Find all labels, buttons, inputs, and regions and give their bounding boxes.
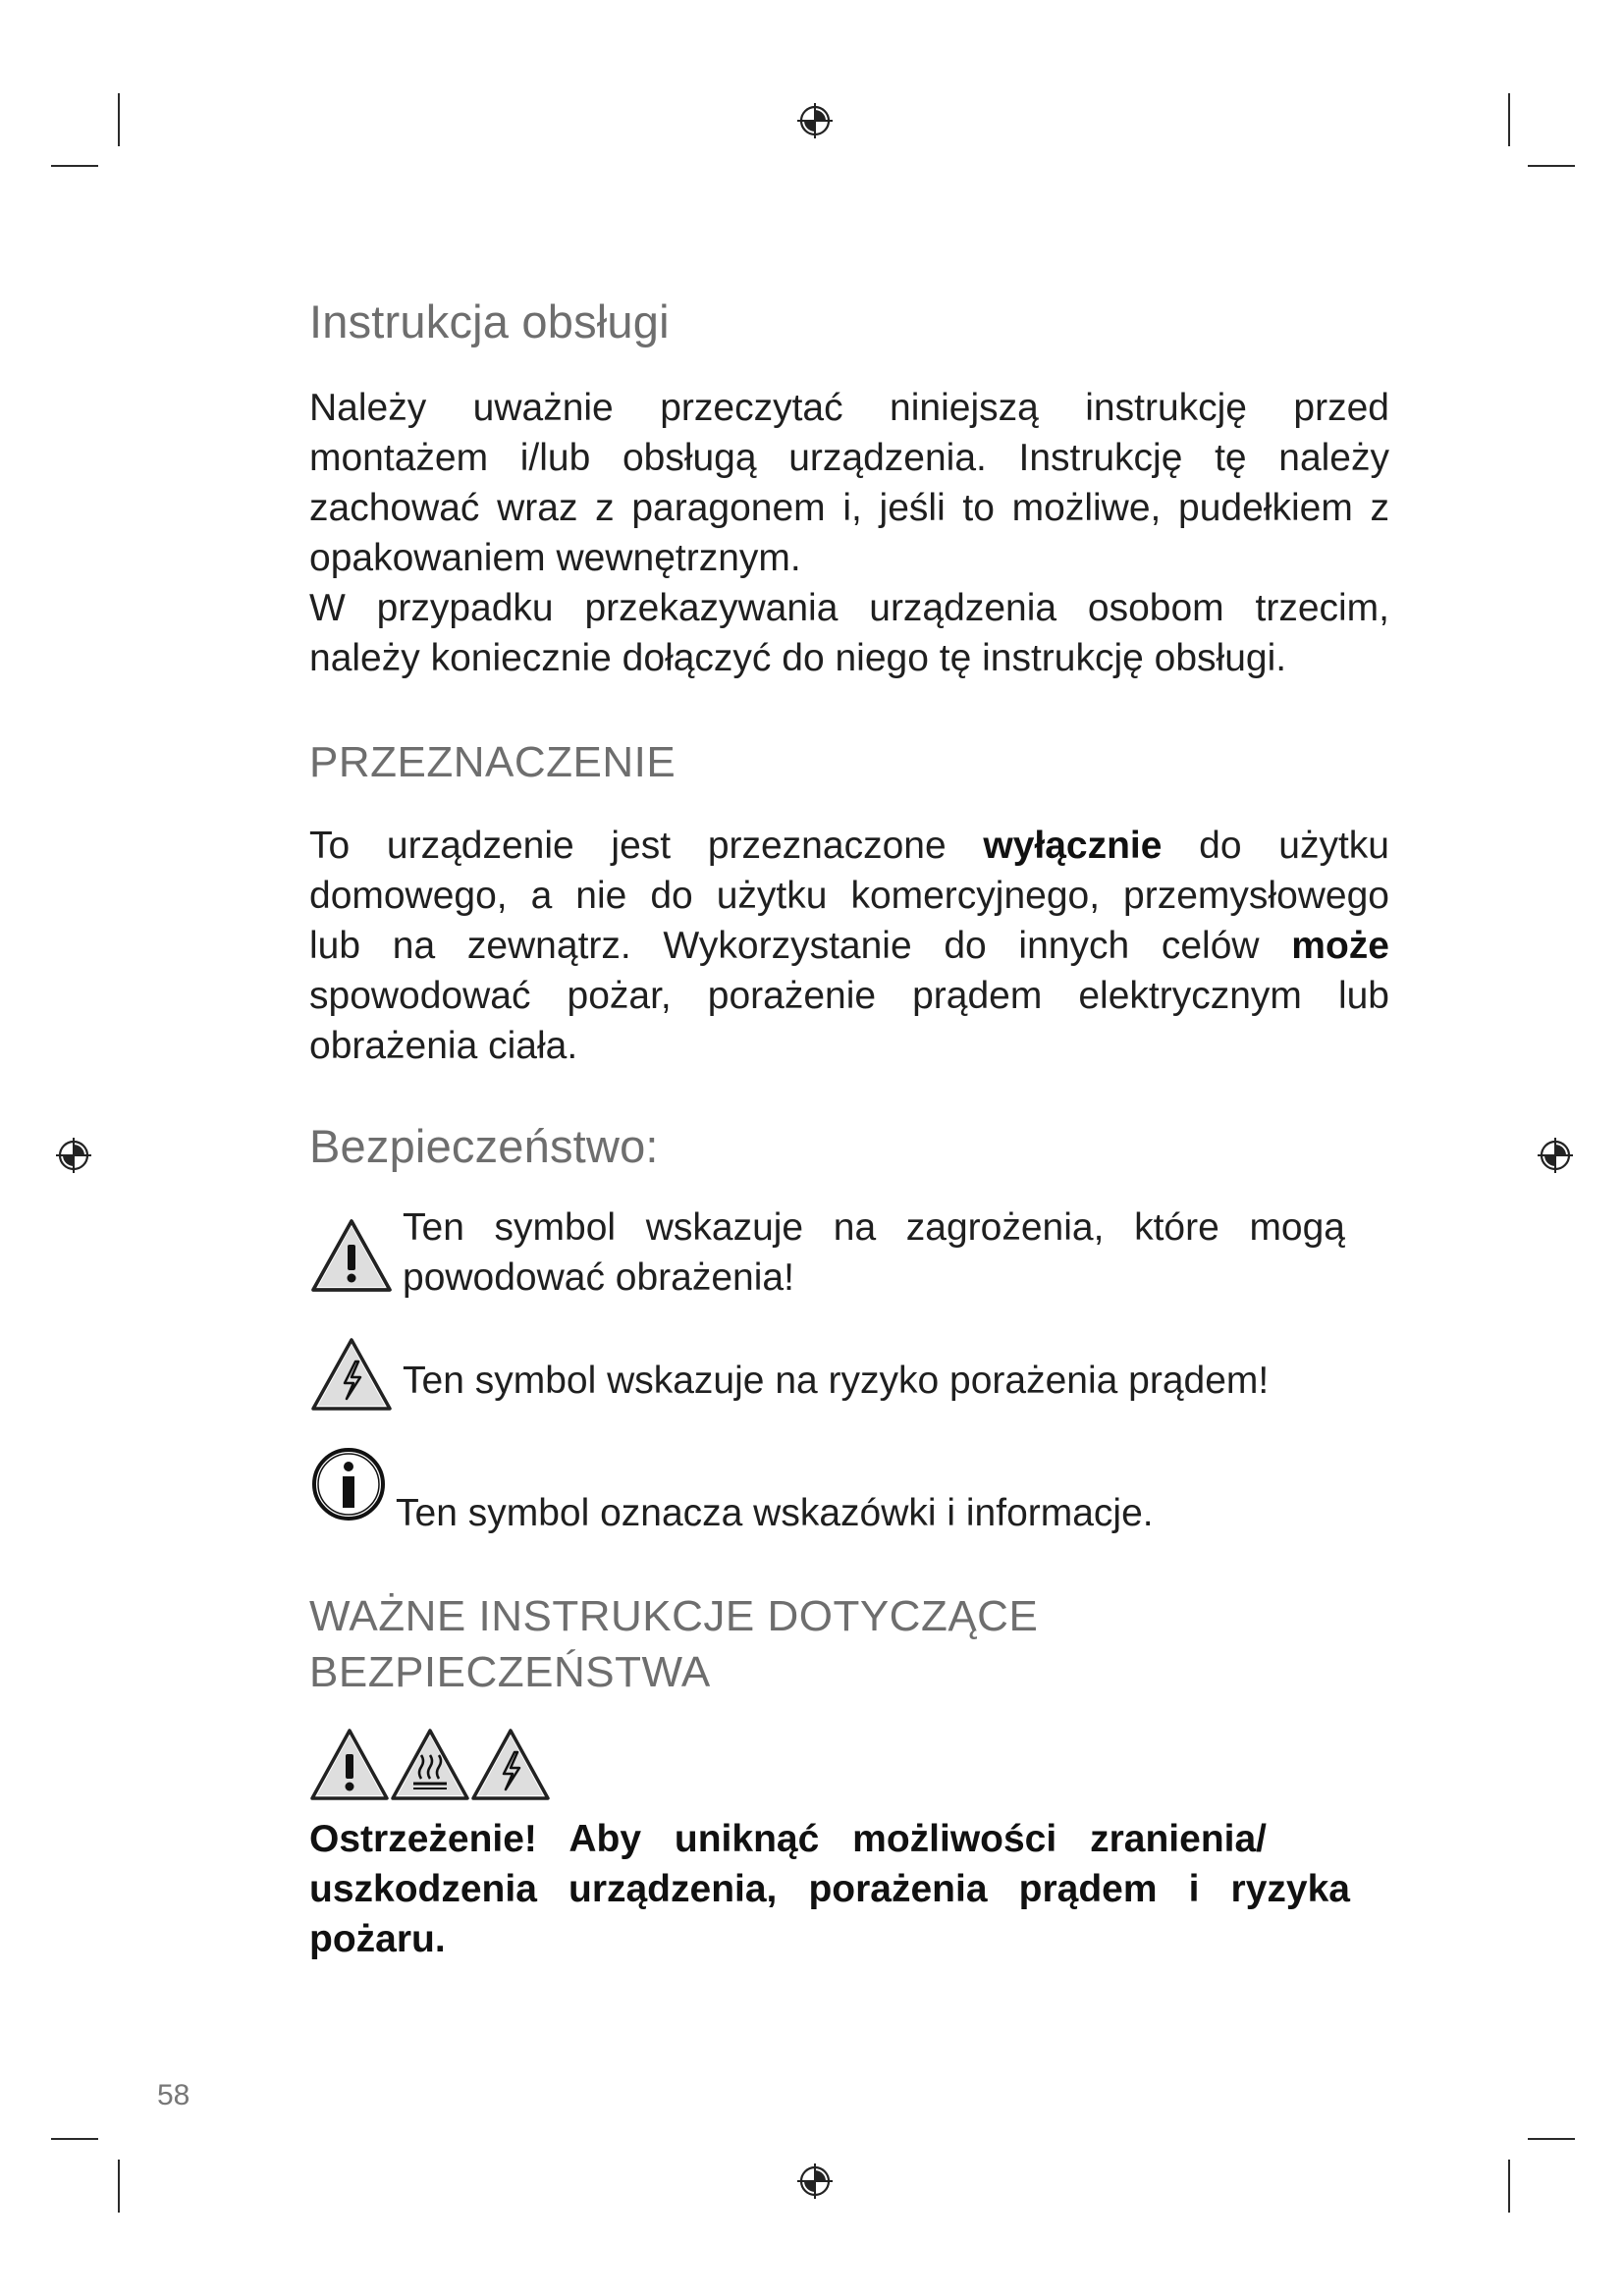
purpose-text: do użytku xyxy=(1199,825,1389,867)
symbol-row-warning xyxy=(309,1202,1389,1310)
symbol-text xyxy=(403,1202,1345,1303)
crop-mark xyxy=(51,165,98,167)
purpose-line: obrażenia ciała. xyxy=(309,1025,578,1067)
purpose-line: spowodować pożar, porażenie prądem elektrycznym lub xyxy=(309,975,1389,1017)
intro-line: zachować wraz z paragonem i, jeśli to możliwe, pudełkiem z xyxy=(309,487,1389,529)
intro-title: Instrukcja obsługi xyxy=(309,295,670,347)
purpose-paragraph xyxy=(309,821,1389,1071)
safety-title: Bezpieczeństwo: xyxy=(309,1120,659,1172)
intro-line: opakowaniem wewnętrznym. xyxy=(309,537,801,579)
purpose-text: To urządzenie jest przeznaczone xyxy=(309,825,947,867)
purpose-line xyxy=(309,821,1389,871)
symbol-row-electric xyxy=(309,1330,1389,1418)
symbol-line: Ten symbol wskazuje na zagrożenia, które mogą xyxy=(403,1206,1345,1249)
symbol-text: Ten symbol oznacza wskazówki i informacje. xyxy=(396,1492,1154,1534)
intro-line: W przypadku przekazywania urządzenia osobom trzecim, xyxy=(309,587,1389,629)
crop-mark xyxy=(118,93,120,146)
symbol-text: Ten symbol wskazuje na ryzyko porażenia prądem! xyxy=(403,1360,1270,1402)
electric-shock-triangle-icon xyxy=(309,1336,394,1413)
registration-mark-icon xyxy=(1536,1136,1575,1175)
crop-mark xyxy=(1528,2138,1575,2140)
important-title-line: BEZPIECZEŃSTWA xyxy=(309,1648,711,1696)
important-title-line: WAŻNE INSTRUKCJE DOTYCZĄCE xyxy=(309,1592,1039,1640)
important-title xyxy=(309,1588,1038,1700)
registration-mark-icon xyxy=(795,2162,835,2201)
intro-line: Należy uważnie przeczytać niniejszą instrukcję przed xyxy=(309,387,1389,429)
page-number: 58 xyxy=(157,2079,190,2111)
intro-line: należy koniecznie dołączyć do niego tę instrukcję obsługi. xyxy=(309,637,1287,679)
info-circle-icon xyxy=(309,1445,388,1523)
warning-line: Ostrzeżenie! Aby uniknąć możliwości zranienia/ xyxy=(309,1818,1267,1860)
warning-line: pożaru. xyxy=(309,1918,446,1960)
purpose-line: domowego, a nie do użytku komercyjnego, przemysłowego xyxy=(309,875,1389,917)
crop-mark xyxy=(1508,2160,1510,2213)
crop-mark xyxy=(51,2138,98,2140)
electric-shock-triangle-icon xyxy=(470,1728,551,1802)
purpose-text: lub na zewnątrz. Wykorzystanie do innych celów xyxy=(309,925,1260,967)
registration-mark-icon xyxy=(795,101,835,140)
registration-mark-icon xyxy=(54,1136,93,1175)
symbol-line: powodować obrażenia! xyxy=(403,1256,794,1299)
hot-surface-triangle-icon xyxy=(390,1728,470,1802)
warning-line: uszkodzenia urządzenia, porażenia prądem i ryzyka xyxy=(309,1868,1350,1910)
warning-triangle-icon xyxy=(309,1217,394,1294)
intro-paragraph xyxy=(309,383,1389,683)
warning-icons-group xyxy=(309,1728,555,1806)
crop-mark xyxy=(118,2160,120,2213)
purpose-title: PRZEZNACZENIE xyxy=(309,738,677,786)
crop-mark xyxy=(1508,93,1510,146)
purpose-emphasis: może xyxy=(1291,925,1389,967)
purpose-emphasis: wyłącznie xyxy=(983,825,1163,867)
intro-line: montażem i/lub obsługą urządzenia. Instrukcję tę należy xyxy=(309,437,1389,479)
symbol-row-info xyxy=(309,1443,1389,1541)
crop-mark xyxy=(1528,165,1575,167)
warning-triangle-icon xyxy=(309,1728,390,1802)
warning-paragraph xyxy=(309,1814,1350,1964)
purpose-line xyxy=(309,921,1389,971)
